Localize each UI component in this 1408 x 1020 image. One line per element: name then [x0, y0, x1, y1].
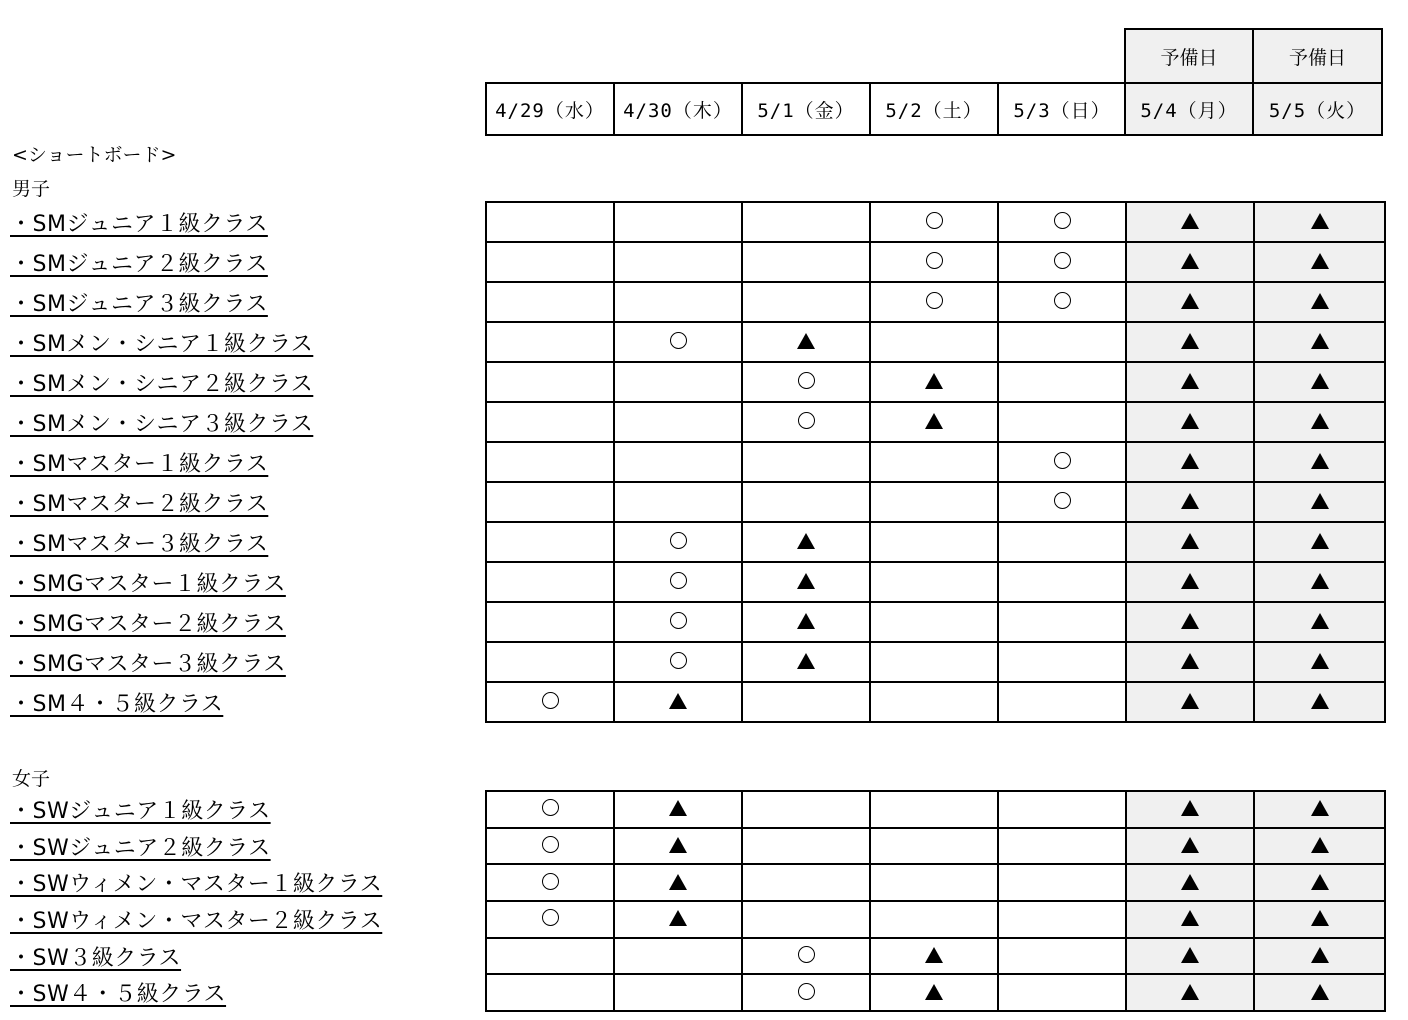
circle-mark — [542, 873, 559, 890]
schedule-cell — [486, 322, 614, 362]
schedule-cell — [486, 402, 614, 442]
triangle-mark — [1181, 947, 1199, 963]
schedule-cell — [614, 682, 742, 722]
schedule-cell — [1254, 442, 1385, 482]
schedule-cell — [1254, 322, 1385, 362]
date-label: 5/1（金） — [757, 99, 855, 122]
schedule-cell — [614, 828, 742, 865]
schedule-cell — [1126, 974, 1254, 1011]
men-schedule-table — [485, 201, 1386, 723]
schedule-cell — [998, 402, 1126, 442]
table-row — [486, 791, 1385, 828]
circle-mark — [798, 372, 815, 389]
schedule-cell — [614, 522, 742, 562]
triangle-mark — [1181, 333, 1199, 349]
schedule-cell — [870, 864, 998, 901]
schedule-cell — [1254, 682, 1385, 722]
triangle-mark — [1311, 533, 1329, 549]
table-row — [486, 938, 1385, 975]
triangle-mark — [925, 947, 943, 963]
schedule-cell — [870, 974, 998, 1011]
schedule-cell — [614, 864, 742, 901]
schedule-cell — [1126, 682, 1254, 722]
section-title: <ショートボード> — [12, 144, 177, 166]
class-label[interactable]: ・SW４・５級クラス — [10, 982, 227, 1008]
schedule-cell — [486, 362, 614, 402]
schedule-cell — [614, 974, 742, 1011]
schedule-cell — [486, 482, 614, 522]
triangle-mark — [1311, 693, 1329, 709]
circle-mark — [670, 652, 687, 669]
men-heading: 男子 — [12, 178, 51, 200]
triangle-mark — [1181, 373, 1199, 389]
triangle-mark — [1181, 413, 1199, 429]
schedule-cell — [998, 974, 1126, 1011]
triangle-mark — [669, 837, 687, 853]
schedule-cell — [998, 482, 1126, 522]
women-heading: 女子 — [12, 768, 51, 790]
triangle-mark — [1311, 493, 1329, 509]
date-header-cell — [997, 82, 1127, 136]
women-class-list — [10, 791, 382, 1011]
class-label[interactable]: ・SW３級クラス — [10, 945, 182, 971]
circle-mark — [798, 946, 815, 963]
schedule-cell — [998, 864, 1126, 901]
schedule-cell — [486, 242, 614, 282]
schedule-cell — [870, 602, 998, 642]
schedule-cell — [870, 282, 998, 322]
schedule-cell — [614, 901, 742, 938]
circle-mark — [926, 292, 943, 309]
circle-mark — [798, 412, 815, 429]
schedule-cell — [742, 974, 870, 1011]
schedule-cell — [1126, 864, 1254, 901]
triangle-mark — [1181, 613, 1199, 629]
class-label[interactable]: ・SMジュニア１級クラス — [10, 211, 268, 237]
schedule-cell — [742, 938, 870, 975]
table-row — [486, 522, 1385, 562]
triangle-mark — [797, 613, 815, 629]
schedule-cell — [998, 362, 1126, 402]
schedule-cell — [1126, 242, 1254, 282]
schedule-cell — [998, 828, 1126, 865]
circle-mark — [670, 572, 687, 589]
schedule-cell — [998, 791, 1126, 828]
triangle-mark — [1311, 653, 1329, 669]
schedule-cell — [1126, 482, 1254, 522]
schedule-cell — [742, 901, 870, 938]
schedule-cell — [998, 642, 1126, 682]
triangle-mark — [1311, 837, 1329, 853]
triangle-mark — [669, 910, 687, 926]
schedule-cell — [870, 791, 998, 828]
schedule-cell — [486, 562, 614, 602]
schedule-cell — [870, 901, 998, 938]
circle-mark — [542, 799, 559, 816]
triangle-mark — [1181, 213, 1199, 229]
schedule-cell — [742, 522, 870, 562]
schedule-cell — [742, 442, 870, 482]
schedule-cell — [1126, 562, 1254, 602]
schedule-cell — [742, 791, 870, 828]
schedule-cell — [614, 402, 742, 442]
schedule-cell — [742, 562, 870, 602]
table-row — [486, 362, 1385, 402]
schedule-cell — [486, 642, 614, 682]
schedule-cell — [486, 828, 614, 865]
schedule-cell — [1126, 828, 1254, 865]
schedule-cell — [1126, 642, 1254, 682]
date-label: 5/2（土） — [885, 99, 983, 122]
table-row — [486, 901, 1385, 938]
schedule-cell — [1254, 562, 1385, 602]
schedule-cell — [998, 682, 1126, 722]
class-label[interactable]: ・SMジュニア２級クラス — [10, 251, 268, 277]
schedule-cell — [742, 642, 870, 682]
schedule-cell — [614, 938, 742, 975]
triangle-mark — [1311, 453, 1329, 469]
schedule-cell — [998, 242, 1126, 282]
date-label: 5/3（日） — [1013, 99, 1111, 122]
class-label[interactable]: ・SM４・５級クラス — [10, 691, 224, 717]
date-label: 4/30（木） — [623, 99, 733, 122]
triangle-mark — [1311, 947, 1329, 963]
schedule-cell — [998, 562, 1126, 602]
schedule-cell — [486, 974, 614, 1011]
table-row — [486, 402, 1385, 442]
circle-mark — [542, 836, 559, 853]
schedule-cell — [614, 602, 742, 642]
schedule-cell — [870, 828, 998, 865]
class-label[interactable]: ・SMマスター２級クラス — [10, 491, 269, 517]
table-row — [486, 442, 1385, 482]
schedule-cell — [742, 682, 870, 722]
triangle-mark — [925, 373, 943, 389]
triangle-mark — [669, 693, 687, 709]
schedule-cell — [998, 282, 1126, 322]
schedule-cell — [742, 864, 870, 901]
date-label: 5/4（月） — [1140, 99, 1238, 122]
schedule-cell — [614, 442, 742, 482]
schedule-cell — [870, 482, 998, 522]
triangle-mark — [797, 573, 815, 589]
schedule-cell — [486, 522, 614, 562]
triangle-mark — [1181, 453, 1199, 469]
triangle-mark — [797, 653, 815, 669]
schedule-cell — [1254, 642, 1385, 682]
schedule-cell — [1254, 828, 1385, 865]
schedule-cell — [614, 562, 742, 602]
triangle-mark — [669, 874, 687, 890]
reserve-day-header-2 — [1252, 28, 1383, 84]
class-label[interactable]: ・SMマスター１級クラス — [10, 451, 269, 477]
reserve-day-label: 予備日 — [1160, 46, 1218, 69]
triangle-mark — [1181, 837, 1199, 853]
schedule-cell — [742, 602, 870, 642]
table-row — [486, 282, 1385, 322]
schedule-cell — [614, 791, 742, 828]
triangle-mark — [1181, 910, 1199, 926]
circle-mark — [542, 909, 559, 926]
table-row — [486, 562, 1385, 602]
schedule-cell — [1126, 938, 1254, 975]
schedule-cell — [998, 202, 1126, 242]
class-label[interactable]: ・SMジュニア３級クラス — [10, 291, 268, 317]
schedule-cell — [1254, 522, 1385, 562]
schedule-cell — [870, 938, 998, 975]
triangle-mark — [1311, 333, 1329, 349]
schedule-cell — [742, 828, 870, 865]
triangle-mark — [1181, 800, 1199, 816]
men-class-list — [10, 202, 313, 722]
circle-mark — [670, 332, 687, 349]
reserve-day-header-1 — [1124, 28, 1254, 84]
date-header-cell — [741, 82, 871, 136]
schedule-cell — [1126, 322, 1254, 362]
schedule-cell — [870, 442, 998, 482]
schedule-cell — [1254, 864, 1385, 901]
triangle-mark — [1311, 613, 1329, 629]
schedule-cell — [1254, 282, 1385, 322]
date-header-cell — [1124, 82, 1254, 136]
schedule-cell — [486, 938, 614, 975]
schedule-cell — [486, 282, 614, 322]
schedule-cell — [742, 322, 870, 362]
circle-mark — [670, 532, 687, 549]
schedule-cell — [1126, 362, 1254, 402]
schedule-cell — [998, 522, 1126, 562]
schedule-cell — [998, 322, 1126, 362]
schedule-cell — [614, 322, 742, 362]
class-label[interactable]: ・SWジュニア２級クラス — [10, 835, 271, 861]
date-header-cell — [613, 82, 743, 136]
schedule-cell — [1126, 442, 1254, 482]
circle-mark — [1054, 492, 1071, 509]
schedule-cell — [1126, 402, 1254, 442]
schedule-cell — [1254, 938, 1385, 975]
table-row — [486, 482, 1385, 522]
class-label[interactable]: ・SMGマスター２級クラス — [10, 611, 286, 637]
schedule-cell — [1126, 282, 1254, 322]
schedule-cell — [1126, 791, 1254, 828]
triangle-mark — [1311, 984, 1329, 1000]
schedule-cell — [614, 642, 742, 682]
schedule-cell — [486, 442, 614, 482]
schedule-cell — [1254, 602, 1385, 642]
schedule-cell — [870, 402, 998, 442]
triangle-mark — [1311, 213, 1329, 229]
schedule-cell — [998, 602, 1126, 642]
schedule-cell — [1254, 402, 1385, 442]
triangle-mark — [797, 533, 815, 549]
schedule-cell — [1254, 791, 1385, 828]
schedule-cell — [614, 242, 742, 282]
schedule-cell — [742, 242, 870, 282]
circle-mark — [1054, 292, 1071, 309]
circle-mark — [670, 612, 687, 629]
triangle-mark — [1311, 293, 1329, 309]
schedule-cell — [1254, 202, 1385, 242]
triangle-mark — [1311, 373, 1329, 389]
circle-mark — [926, 212, 943, 229]
table-row — [486, 828, 1385, 865]
circle-mark — [1054, 452, 1071, 469]
schedule-cell — [486, 864, 614, 901]
date-header-cell — [1252, 82, 1383, 136]
triangle-mark — [1311, 874, 1329, 890]
schedule-cell — [998, 901, 1126, 938]
circle-mark — [1054, 212, 1071, 229]
class-label[interactable]: ・SMGマスター３級クラス — [10, 651, 286, 677]
schedule-cell — [1254, 242, 1385, 282]
table-row — [486, 322, 1385, 362]
triangle-mark — [1181, 293, 1199, 309]
triangle-mark — [1181, 984, 1199, 1000]
class-label[interactable]: ・SMGマスター１級クラス — [10, 571, 286, 597]
triangle-mark — [669, 800, 687, 816]
schedule-cell — [614, 482, 742, 522]
schedule-cell — [486, 901, 614, 938]
triangle-mark — [925, 413, 943, 429]
table-row — [486, 864, 1385, 901]
triangle-mark — [1311, 573, 1329, 589]
circle-mark — [542, 692, 559, 709]
class-label[interactable]: ・SMメン・シニア２級クラス — [10, 371, 314, 397]
class-label[interactable]: ・SWウィメン・マスター１級クラス — [10, 872, 383, 898]
schedule-cell — [614, 202, 742, 242]
triangle-mark — [1181, 693, 1199, 709]
schedule-cell — [486, 602, 614, 642]
schedule-cell — [870, 562, 998, 602]
schedule-cell — [870, 362, 998, 402]
schedule-cell — [870, 202, 998, 242]
triangle-mark — [1181, 493, 1199, 509]
triangle-mark — [925, 984, 943, 1000]
circle-mark — [798, 983, 815, 1000]
triangle-mark — [1181, 253, 1199, 269]
triangle-mark — [1311, 413, 1329, 429]
women-schedule-table — [485, 790, 1386, 1012]
circle-mark — [1054, 252, 1071, 269]
schedule-cell — [1254, 482, 1385, 522]
triangle-mark — [797, 333, 815, 349]
class-label[interactable]: ・SWジュニア１級クラス — [10, 798, 271, 824]
schedule-cell — [486, 202, 614, 242]
schedule-cell — [614, 282, 742, 322]
schedule-cell — [486, 682, 614, 722]
date-label: 4/29（水） — [495, 99, 605, 122]
triangle-mark — [1311, 910, 1329, 926]
table-row — [486, 682, 1385, 722]
schedule-cell — [998, 442, 1126, 482]
table-row — [486, 642, 1385, 682]
class-label[interactable]: ・SMメン・シニア３級クラス — [10, 411, 314, 437]
class-label[interactable]: ・SMメン・シニア１級クラス — [10, 331, 314, 357]
schedule-cell — [742, 482, 870, 522]
date-label: 5/5（火） — [1268, 99, 1367, 122]
schedule-cell — [870, 522, 998, 562]
table-row — [486, 602, 1385, 642]
date-header-cell — [485, 82, 615, 136]
schedule-cell — [870, 322, 998, 362]
triangle-mark — [1311, 253, 1329, 269]
schedule-cell — [742, 402, 870, 442]
schedule-cell — [1126, 901, 1254, 938]
triangle-mark — [1181, 573, 1199, 589]
schedule-cell — [742, 362, 870, 402]
circle-mark — [926, 252, 943, 269]
schedule-cell — [1126, 202, 1254, 242]
schedule-cell — [614, 362, 742, 402]
schedule-cell — [998, 938, 1126, 975]
schedule-cell — [1126, 522, 1254, 562]
schedule-cell — [870, 682, 998, 722]
schedule-cell — [742, 202, 870, 242]
schedule-cell — [486, 791, 614, 828]
triangle-mark — [1181, 533, 1199, 549]
schedule-cell — [1254, 974, 1385, 1011]
table-row — [486, 974, 1385, 1011]
schedule-cell — [1126, 602, 1254, 642]
reserve-day-label: 予備日 — [1288, 46, 1346, 69]
triangle-mark — [1311, 800, 1329, 816]
schedule-cell — [870, 242, 998, 282]
table-row — [486, 202, 1385, 242]
triangle-mark — [1181, 874, 1199, 890]
class-label[interactable]: ・SMマスター３級クラス — [10, 531, 269, 557]
triangle-mark — [1181, 653, 1199, 669]
table-row — [486, 242, 1385, 282]
schedule-cell — [870, 642, 998, 682]
schedule-cell — [1254, 362, 1385, 402]
class-label[interactable]: ・SWウィメン・マスター２級クラス — [10, 908, 383, 934]
schedule-cell — [1254, 901, 1385, 938]
schedule-cell — [742, 282, 870, 322]
date-header-cell — [869, 82, 999, 136]
